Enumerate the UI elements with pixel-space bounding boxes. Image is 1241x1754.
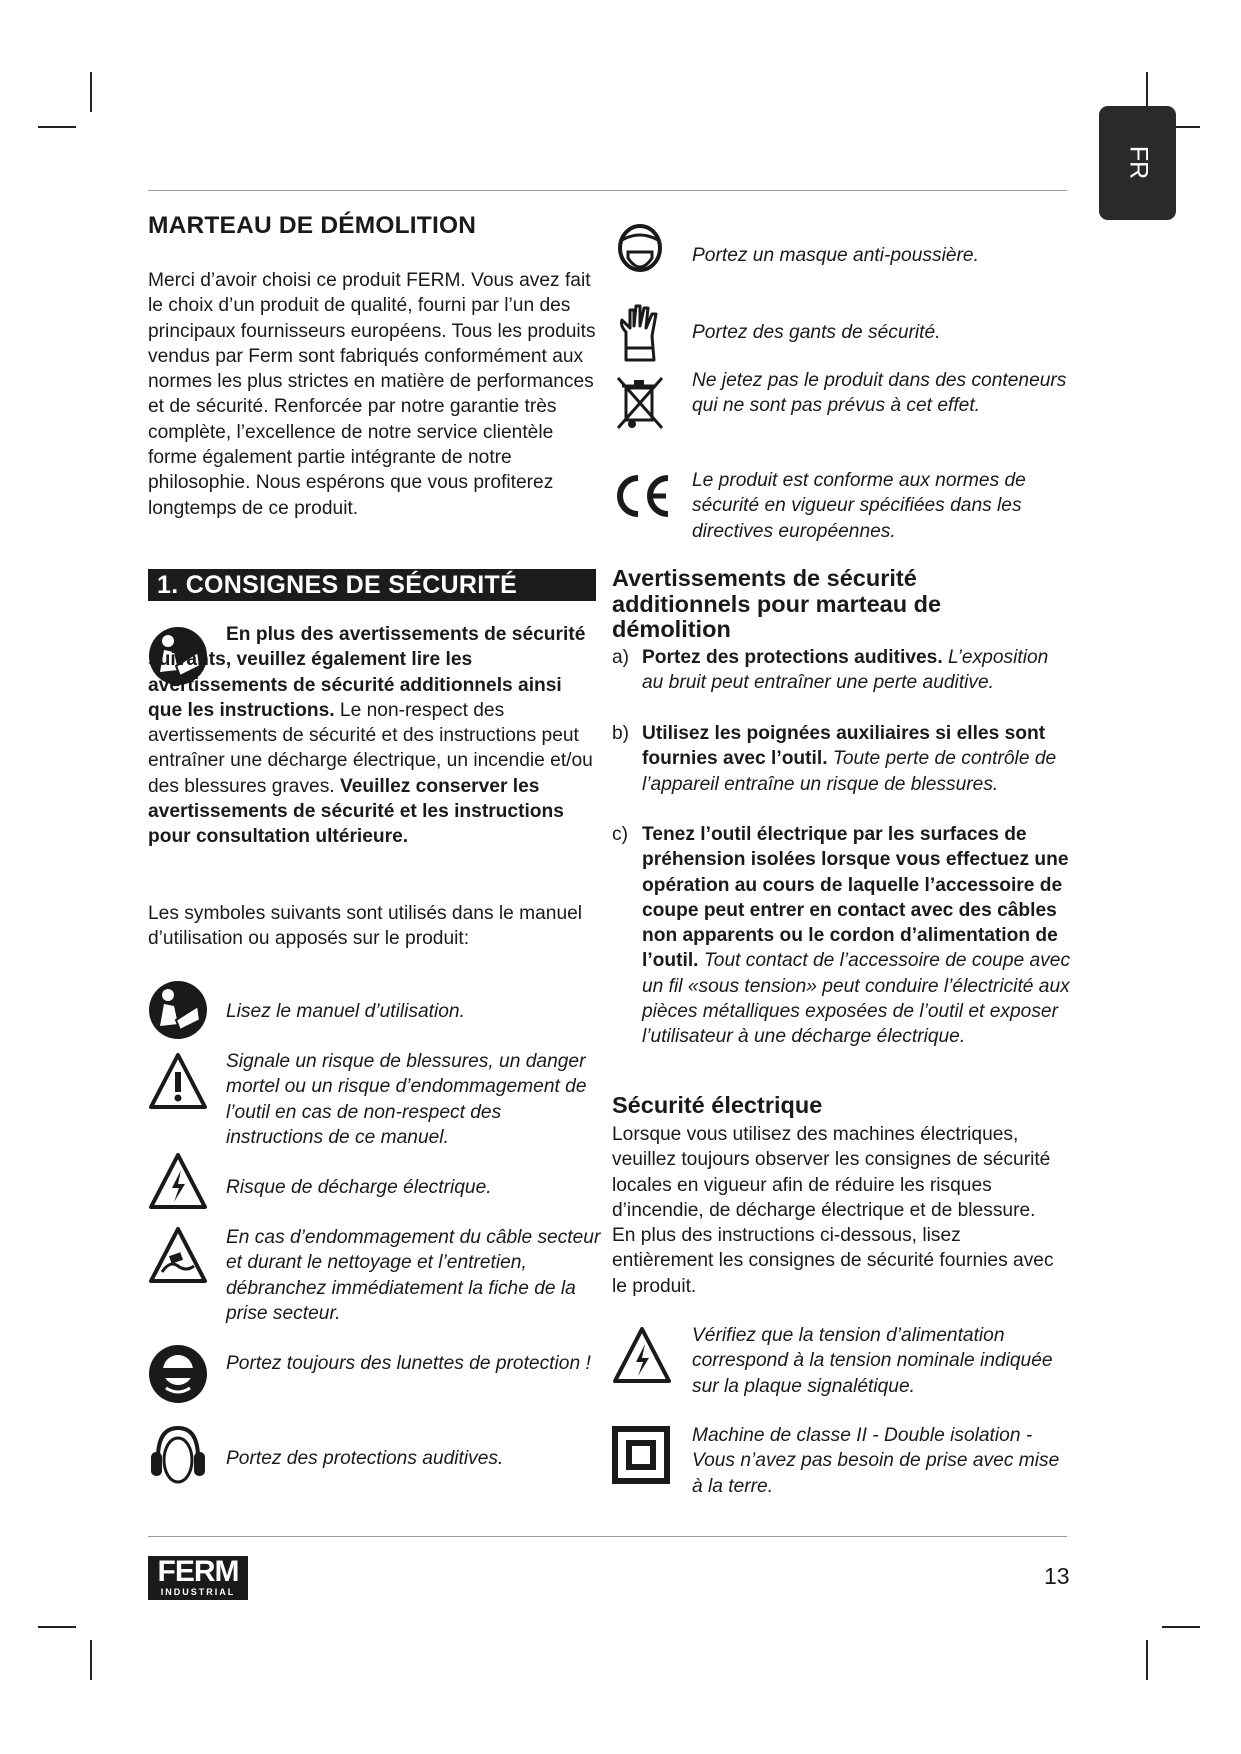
symbol-text: Le produit est conforme aux normes de sécurité en vigueur spécifiées dans les directives européennes.: [692, 470, 1026, 542]
logo-sub: INDUSTRIAL: [160, 1587, 236, 1597]
symbol-text: Vérifiez que la tension d’alimentation correspond à la tension nominale indiquée sur la plaque signalétique.: [692, 1325, 1053, 1397]
logo-main: FERM: [157, 1555, 239, 1588]
symbol-text: Portez un masque anti-poussière.: [692, 245, 979, 266]
list-label: c): [612, 824, 628, 845]
item-italic: Toute perte de contrôle de l’appareil entraîne un risque de blessures.: [642, 748, 1057, 795]
symbol-text: Ne jetez pas le produit dans des conteneurs qui ne sont pas prévus à cet effet.: [692, 370, 1067, 417]
page-title: MARTEAU DE DÉMOLITION: [148, 212, 477, 239]
item-italic: Tout contact de l’accessoire de coupe avec un fil «sous tension» peut conduire l’électricité aux pièces métalliques exposées de l’outil et exposer l’utilisateur à une décharge électrique.: [642, 950, 1071, 1048]
lead-normal: Le non-respect des avertissements de sécurité et des instructions peut entraîner une décharge électrique, un incendie et/ou des blessures graves.: [148, 699, 593, 797]
list-label: a): [612, 647, 630, 668]
item-bold: Tenez l’outil électrique par les surfaces de préhension isolées lorsque vous effectuez une opération au cours de laquelle l’accessoire de coupe peut entrer en contact avec des câbles non apparents ou le cordon d’alimentation de l’outil.: [642, 824, 1069, 972]
symbol-list-left: [148, 0, 600, 1754]
voltage-warning-icon: [612, 1326, 676, 1390]
symbol-text: Lisez le manuel d’utilisation.: [226, 1001, 465, 1022]
crop-mark: [90, 72, 92, 112]
additional-heading: Avertissements de sécurité additionnels pour marteau de démolition: [612, 565, 942, 642]
lead-bold-keep: Veuillez conserver les avertissements de sécurité et les instructions pour consultation ultérieure.: [148, 775, 564, 848]
language-tab: [1099, 106, 1176, 220]
read-manual-icon: [148, 980, 212, 1044]
list-label: b): [612, 723, 630, 744]
unplug-icon: [148, 1226, 212, 1290]
warning-icon: [148, 1052, 212, 1116]
electrical-text: Lorsque vous utilisez des machines électriques, veuillez toujours observer les consignes de sécurité locales en vigueur afin de réduire les risques d’incendie, de décharge électrique et de blessure. En plus des instructions ci-dessous, lisez entièrement les consignes de sécurité fournies avec le produit.: [612, 1124, 1054, 1297]
symbol-text: Signale un risque de blessures, un danger mortel ou un risque d’endommagement de l’outil en cas de non-respect des instructions de ce manuel.: [226, 1051, 587, 1148]
class-ii-icon: [612, 1426, 676, 1490]
item-italic: L’exposition au bruit peut entraîner une perte auditive.: [642, 647, 1049, 694]
symbols-intro-text: Les symboles suivants sont utilisés dans le manuel d’utilisation ou apposés sur le produit:: [148, 903, 583, 950]
symbol-text: Portez toujours des lunettes de protection !: [226, 1353, 591, 1374]
symbol-text: Portez des protections auditives.: [226, 1448, 504, 1469]
crop-mark: [90, 1640, 92, 1680]
item-bold: Portez des protections auditives.: [642, 647, 943, 668]
language-label: FR: [1124, 145, 1153, 180]
page-number: 13: [1044, 1563, 1070, 1589]
electrical-symbols: [612, 0, 1072, 1754]
symbol-text: En cas d’endommagement du câble secteur et durant le nettoyage et l’entretien, débranchez immédiatement la fiche de la prise secteur.: [226, 1227, 601, 1324]
crop-mark: [1146, 1640, 1148, 1680]
section-heading: 1. CONSIGNES DE SÉCURITÉ: [148, 569, 596, 601]
crop-mark: [38, 126, 76, 128]
lead-bold: En plus des avertissements de sécurité suivants, veuillez également lire les avertissements de sécurité additionnels ainsi que les instructions.: [148, 624, 586, 721]
item-bold: Utilisez les poignées auxiliaires si elles sont fournies avec l’outil.: [642, 723, 1046, 770]
electrical-heading: Sécurité électrique: [612, 1092, 823, 1118]
ferm-logo: [148, 1556, 248, 1600]
ear-protection-icon: [148, 1424, 212, 1488]
crop-mark: [1162, 1626, 1200, 1628]
safety-glasses-icon: [148, 1344, 212, 1408]
symbol-text: Machine de classe II - Double isolation - Vous n’avez pas besoin de prise avec mise à la terre.: [692, 1425, 1060, 1497]
intro-text: Merci d’avoir choisi ce produit FERM. Vous avez fait le choix d’un produit de qualité, fourni par l’un des principaux fournisseurs européens. Tous les produits vendus par Ferm sont fabriqués conformément aux normes les plus strictes en matière de performances et de sécurité. Renforcée par notre garantie très complète, l’excellence de notre service clientèle forme également partie intégrante de notre philosophie. Nous espérons que vous profiterez longtemps de ce produit.: [148, 270, 596, 519]
symbol-text: Risque de décharge électrique.: [226, 1177, 492, 1198]
crop-mark: [38, 1626, 76, 1628]
electric-shock-icon: [148, 1152, 212, 1216]
symbol-text: Portez des gants de sécurité.: [692, 322, 941, 343]
